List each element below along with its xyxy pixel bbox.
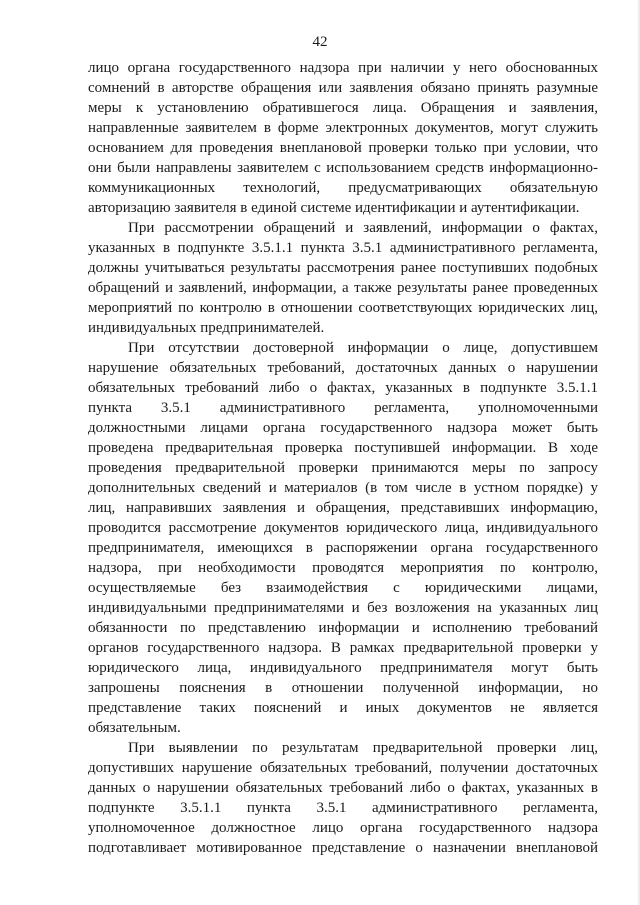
text-line: меры к установлению обратившегося лица. Обращения и заявления, bbox=[88, 100, 598, 116]
text-line: предпринимателя, имеющихся в распоряжении органа государственного bbox=[88, 540, 598, 556]
text-line: авторизацию заявителя в единой системе идентификации и аутентификации. bbox=[88, 200, 580, 216]
text-line: При выявлении по результатам предварительной проверки лиц, bbox=[128, 740, 598, 756]
text-line: допустивших нарушение обязательных требований, получении достаточных bbox=[88, 760, 598, 776]
text-line: лиц, направивших заявления и обращения, представивших информацию, bbox=[88, 500, 598, 516]
text-line: При рассмотрении обращений и заявлений, информации о фактах, bbox=[128, 220, 598, 236]
text-line: подпункте 3.5.1.1 пункта 3.5.1 административного регламента, bbox=[88, 800, 598, 816]
document-body bbox=[88, 58, 598, 858]
text-line: данных о нарушении обязательных требований либо о фактах, указанных в bbox=[88, 780, 598, 796]
text-line: нарушение обязательных требований, достаточных данных о нарушении bbox=[88, 360, 598, 376]
text-line: должностными лицами органа государственного надзора может быть bbox=[88, 420, 598, 436]
text-line: дополнительных сведений и материалов (в том числе в устном порядке) у bbox=[88, 480, 598, 496]
paragraph-4 bbox=[88, 738, 598, 858]
text-line: представление таких пояснений и иных документов не является bbox=[88, 700, 598, 716]
text-line: коммуникационных технологий, предусматривающих обязательную bbox=[88, 180, 598, 196]
paragraph-2 bbox=[88, 218, 598, 338]
text-line: мероприятий по контролю в отношении соответствующих юридических лиц, bbox=[88, 300, 598, 316]
text-line: проведена предварительная проверка поступившей информации. В ходе bbox=[88, 440, 598, 456]
text-line: юридического лица, индивидуального предпринимателя могут быть bbox=[88, 660, 598, 676]
text-line: надзора, при необходимости проводятся мероприятия по контролю, bbox=[88, 560, 598, 576]
text-line: индивидуальными предпринимателями и без возложения на указанных лиц bbox=[88, 600, 598, 616]
text-line: При отсутствии достоверной информации о лице, допустившем bbox=[128, 340, 598, 356]
text-line: сомнений в авторстве обращения или заявления обязано принять разумные bbox=[88, 80, 598, 96]
text-line: направленные заявителем в форме электронных документов, могут служить bbox=[88, 120, 598, 136]
text-line: органов государственного надзора. В рамках предварительной проверки у bbox=[88, 640, 598, 656]
text-line: уполномоченное должностное лицо органа государственного надзора bbox=[88, 820, 598, 836]
paragraph-3 bbox=[88, 338, 598, 738]
text-line: обращений и заявлений, информации, а также результаты ранее проведенных bbox=[88, 280, 598, 296]
text-line: индивидуальных предпринимателей. bbox=[88, 320, 325, 336]
paragraph-1 bbox=[88, 58, 598, 218]
text-line: обязательных требований либо о фактах, указанных в подпункте 3.5.1.1 bbox=[88, 380, 598, 396]
text-line: они были направлены заявителем с использованием средств информационно- bbox=[88, 160, 598, 176]
text-line: основанием для проведения внеплановой проверки только при условии, что bbox=[88, 140, 598, 156]
text-line: пункта 3.5.1 административного регламента, уполномоченными bbox=[88, 400, 598, 416]
text-line: проводится рассмотрение документов юридического лица, индивидуального bbox=[88, 520, 598, 536]
text-line: указанных в подпункте 3.5.1.1 пункта 3.5.1 административного регламента, bbox=[88, 240, 598, 256]
text-line: обязанности по представлению информации и исполнению требований bbox=[88, 620, 598, 636]
text-line: лицо органа государственного надзора при наличии у него обоснованных bbox=[88, 60, 598, 76]
text-line: подготавливает мотивированное представление о назначении внеплановой bbox=[88, 840, 598, 856]
page-number: 42 bbox=[312, 34, 328, 50]
text-line: обязательным. bbox=[88, 720, 181, 736]
text-line: запрошены пояснения в отношении полученной информации, но bbox=[88, 680, 598, 696]
text-line: осуществляемые без взаимодействия с юридическими лицами, bbox=[88, 580, 598, 596]
text-line: должны учитываться результаты рассмотрения ранее поступивших подобных bbox=[88, 260, 598, 276]
text-line: проведения предварительной проверки принимаются меры по запросу bbox=[88, 460, 598, 476]
